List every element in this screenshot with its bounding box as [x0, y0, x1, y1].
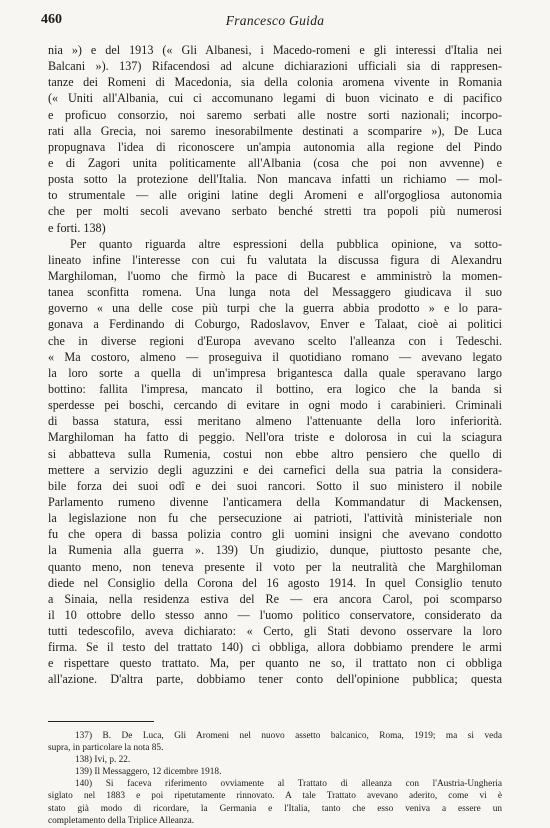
- footnote-line: 138) Ivi, p. 22.: [75, 755, 131, 766]
- text-line: lineato infine l'interesse con cui fu valutata la discussa figura di Alexandru: [48, 252, 502, 267]
- footnotes: [48, 730, 502, 827]
- text-line: che in diverse regioni d'Europa avevano scelto l'alleanza con i Tedeschi.: [48, 333, 502, 348]
- footnote-line: supra, in particolare la nota 85.: [48, 743, 164, 754]
- text-line: bile forza dei suoi odî e dei suoi rancori. Sotto il suo ministero il nobile: [48, 478, 502, 493]
- footnote-line: 139) Il Messaggero, 12 dicembre 1918.: [75, 767, 222, 778]
- text-line: quanto meno, non teneva presente il voto per la neutralità che Marghiloman: [48, 559, 502, 574]
- text-line: tutti tedescofilo, aveva dichiarato: « Certo, gli Stati devono osservare la loro: [48, 624, 502, 639]
- text-line: che per molti secoli avevano serbato benché stretti tra popoli più numerosi: [48, 204, 502, 219]
- text-line: governo « una delle cose più turpi che la guerra abbia prodotto » e lo para-: [48, 301, 502, 316]
- text-line: fu che opera di bassa polizia contro gli uomini insigni che avevano condotto: [48, 527, 502, 542]
- text-line: to strumentale — alle origini latine degli Aromeni e all'orgogliosa autonomia: [48, 188, 502, 203]
- footnote-line: completamento della Triplice Alleanza.: [48, 815, 195, 826]
- text-line: firma. Se il testo del trattato 140) ci obbliga, allora dobbiamo prendere le armi: [48, 640, 502, 655]
- text-line: si abbatteva sulla Rumenia, costui non ebbe altro pensiero che quello di: [48, 446, 502, 461]
- body-text: [48, 42, 502, 688]
- footnote-line: 137) B. De Luca, Gli Aromeni nel nuovo assetto balcanico, Roma, 1919; ma si veda: [75, 731, 502, 741]
- text-line: il 10 ottobre dello stesso anno — l'uomo politico conservatore, considerato da: [48, 607, 502, 622]
- running-title: Francesco Guida: [225, 13, 325, 28]
- text-line: nia ») e del 1913 (« Gli Albanesi, i Macedo-romeni e gli interessi d'Italia nei: [48, 43, 502, 57]
- text-line: gonava a Ferdinando di Coburgo, Radoslavov, Enver e Talaat, cioè ai politici: [48, 317, 502, 332]
- text-line: bottino: fallita l'impresa, mancato il bottino, era logico che la banda si: [48, 381, 502, 396]
- text-line: diede nel Consiglio della Corona del 16 agosto 1914. In quel Consiglio tenuto: [48, 575, 502, 590]
- text-line: propugnava l'idea di riconoscere un'ampia autonomia alla regione del Pindo: [48, 139, 502, 154]
- text-line: tanze dei Romeni di Macedonia, sia della colonia aromena vivente in Romania: [48, 75, 502, 90]
- text-line: « Ma costoro, almeno — proseguiva il quotidiano romano — avevano legato: [48, 349, 502, 364]
- text-line: all'azione. D'altra parte, dobbiamo tener conto dell'opinione pubblica; questa: [48, 672, 502, 687]
- text-line: e di Zagori unita politicamente all'Albania (cosa che poi non avvenne) e: [48, 155, 502, 170]
- text-line: e rispettare questo trattato. Ma, per quanto ne so, il trattato non ci obbliga: [48, 656, 502, 671]
- text-line: (« Uniti all'Albania, cui ci accomunano legami di buon vicinato e di pacifico: [48, 91, 502, 106]
- text-line: Parlamento rumeno divenne l'anticamera della Kommandatur di Mackensen,: [48, 494, 502, 509]
- text-line: Per quanto riguarda altre espressioni della pubblica opinione, va sotto-: [70, 236, 502, 251]
- footnote-line: 140) Si faceva riferimento ovviamente al Trattato di alleanza con l'Austria-Ungheria: [75, 779, 502, 790]
- text-line: mettere a servizio degli aguzzini e dei carnefici della sua patria la considera-: [48, 462, 502, 477]
- text-line: tanea sconfitta romena. Una lunga nota del Messaggero giudicava il suo: [48, 285, 502, 300]
- text-line: la loro sorte a quella di un'impresa brigantesca dalla quale speravano largo: [48, 365, 502, 380]
- text-line: la legislazione non fu che persecuzione ai patrioti, l'attività ministeriale non: [48, 511, 502, 526]
- footnote-line: stato già modo di ricordare, la Germania e l'Italia, tanto che esso veniva a essere un: [48, 803, 502, 814]
- text-line: la Rumenia alla guerra ». 139) Un giudizio, dunque, piuttosto pesante che,: [48, 543, 502, 558]
- text-line: rati alla Grecia, noi saremo inesorabilmente destinati a scomparire »), De Luca: [48, 123, 502, 138]
- page-number: 460: [41, 12, 62, 27]
- text-line: sperdesse pei boschi, cercando di evitare in ogni modo i carabinieri. Criminali: [48, 398, 502, 413]
- text-line: posta sotto la protezione dell'Italia. Non mancava infatti un richiamo — mol-: [48, 172, 502, 187]
- text-line: di bassa statura, essi meritano almeno l'attenuante della loro inferiorità.: [48, 414, 502, 429]
- text-line: Marghiloman, l'uomo che firmò la pace di Bucarest e amministrò la momen-: [48, 268, 502, 283]
- text-line: e proficuo consorzio, noi saremo serbati alle nostre sorti nazionali; incorpo-: [48, 107, 502, 122]
- text-line: Marghiloman ha fatto di peggio. Nell'ora triste e dolorosa in cui la sciagura: [48, 430, 502, 445]
- footnote-line: siglato nel 1883 e poi ripetutamente rinnovato. A tale Trattato avevano aderito, come vi è: [48, 791, 502, 802]
- text-line: Balcani »). 137) Rifacendosi ad alcune dichiarazioni ufficiali sia di rappresen-: [48, 59, 502, 74]
- text-line: a Sinaia, nella residenza estiva del Re — era ancora Carol, poi scomparso: [48, 591, 502, 606]
- page-header: [41, 12, 509, 32]
- text-line: e forti. 138): [48, 220, 106, 235]
- footnote-rule: [48, 721, 154, 722]
